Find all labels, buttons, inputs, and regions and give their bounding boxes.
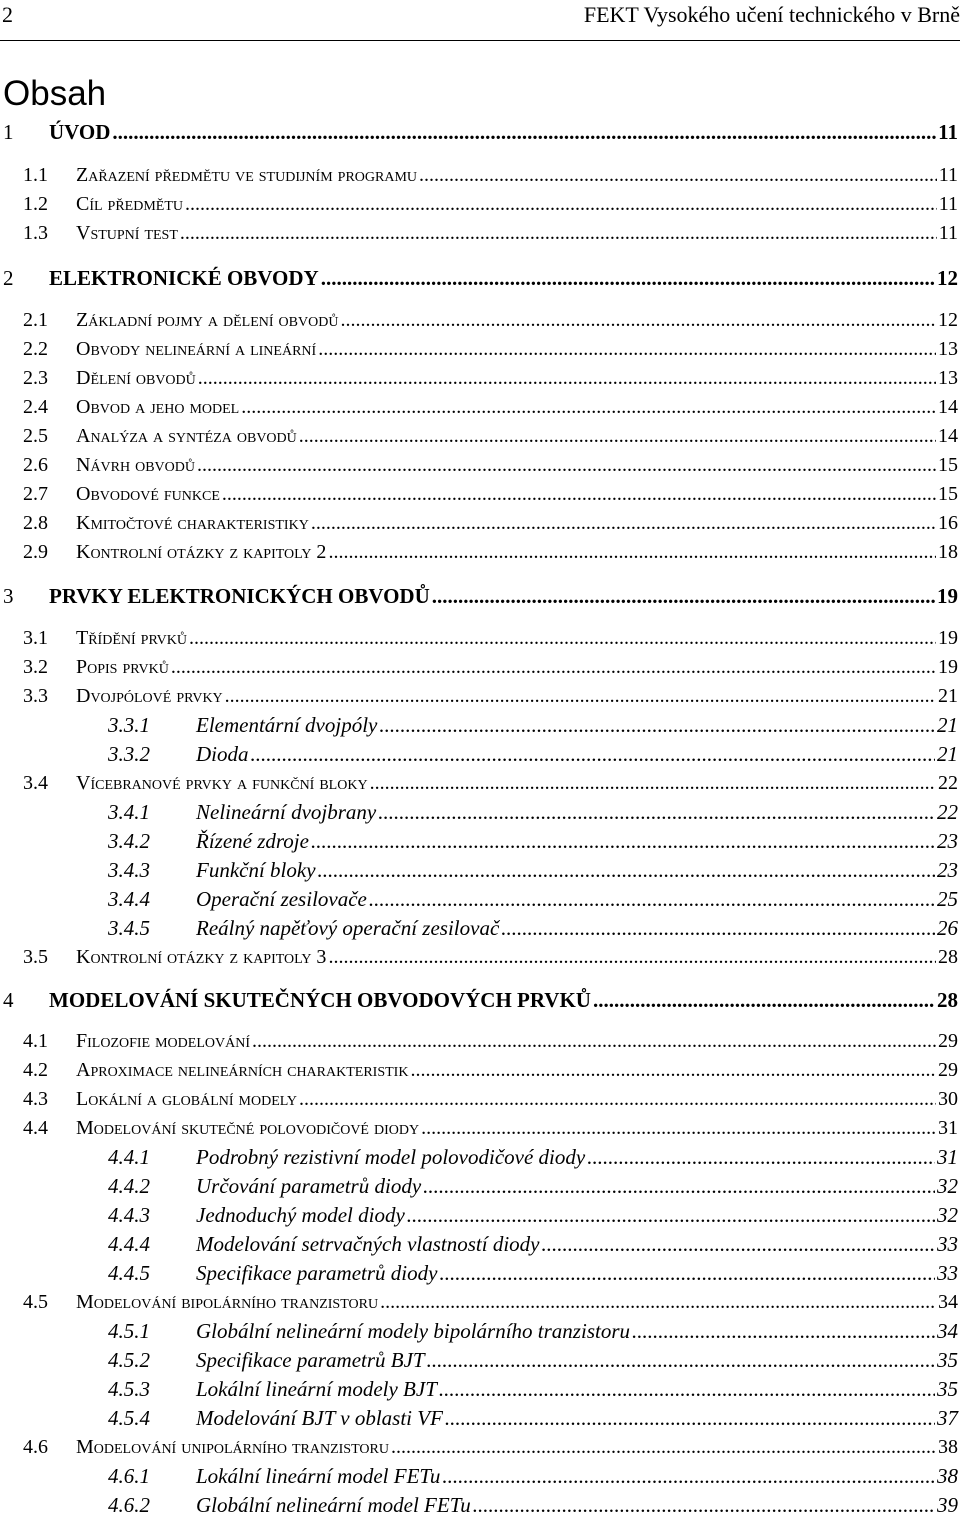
- toc-entry[interactable]: [0, 1143, 960, 1173]
- toc-entry-page: 34: [938, 1291, 958, 1313]
- dot-leader: [171, 653, 936, 681]
- toc-entry-line: [196, 1375, 958, 1403]
- toc-entry-page: 29: [938, 1059, 958, 1081]
- toc-entry[interactable]: [0, 393, 960, 423]
- toc-entry-line: [76, 509, 958, 537]
- toc-entry-title: Modelování bipolárního tranzistoru: [76, 1291, 379, 1313]
- toc-entry-title: Modelování setrvačných vlastností diody: [196, 1232, 540, 1256]
- toc-entry-line: [76, 335, 958, 363]
- dot-leader: [445, 1404, 935, 1432]
- toc-entry-line: [196, 711, 958, 739]
- toc-entry-page: 11: [938, 164, 958, 186]
- toc-entry-title: Zařazení předmětu ve studijním programu: [76, 164, 418, 186]
- toc-entry[interactable]: [0, 219, 960, 249]
- toc-entry[interactable]: [0, 711, 960, 741]
- toc-entry-number: 4.4: [23, 1117, 48, 1139]
- toc-entry[interactable]: [0, 769, 960, 799]
- page-number: 2: [2, 2, 13, 27]
- toc-entry-line: [76, 161, 958, 189]
- toc-entry-page: 28: [937, 988, 958, 1012]
- toc-entry[interactable]: [0, 509, 960, 539]
- dot-leader: [222, 480, 936, 508]
- dot-leader: [252, 1027, 936, 1055]
- toc-entry-line: [196, 914, 958, 942]
- toc-entry-page: 28: [938, 946, 958, 968]
- toc-entry-line: [196, 856, 958, 884]
- toc-entry-number: 1.3: [23, 222, 48, 244]
- toc-entry-page: 35: [937, 1348, 958, 1372]
- dot-leader: [432, 582, 935, 610]
- toc-entry-line: [196, 1462, 958, 1490]
- dot-leader: [380, 1288, 936, 1316]
- dot-leader: [318, 335, 936, 363]
- toc-entry-number: 3.4.5: [108, 916, 150, 940]
- dot-leader: [542, 1230, 936, 1258]
- dot-leader: [593, 986, 935, 1014]
- toc-entry-title: Jednoduchý model diody: [196, 1203, 405, 1227]
- toc-entry-number: 3.4: [23, 772, 48, 794]
- toc-entry[interactable]: [0, 986, 960, 1016]
- toc-entry[interactable]: [0, 1056, 960, 1086]
- toc-entry-page: 34: [937, 1319, 958, 1343]
- toc-entry-title: Řízené zdroje: [196, 829, 309, 853]
- toc-entry-line: [76, 653, 958, 681]
- toc-entry-title: Kontrolní otázky z kapitoly 3: [76, 946, 327, 968]
- toc-entry-title: PRVKY ELEKTRONICKÝCH OBVODŮ: [49, 584, 430, 608]
- toc-entry-title: Modelování unipolárního tranzistoru: [76, 1436, 389, 1458]
- toc-entry-number: 3.4.2: [108, 829, 150, 853]
- toc-entry-page: 22: [937, 800, 958, 824]
- toc-entry-title: Modelování BJT v oblasti VF: [196, 1406, 443, 1430]
- toc-entry-title: Lokální lineární modely BJT: [196, 1377, 437, 1401]
- toc-entry[interactable]: [0, 306, 960, 336]
- toc-entry-page: 19: [938, 656, 958, 678]
- toc-entry-title: Určování parametrů diody: [196, 1174, 422, 1198]
- dot-leader: [198, 364, 936, 392]
- toc-entry[interactable]: [0, 740, 960, 770]
- dot-leader: [311, 827, 935, 855]
- toc-entry-line: [76, 190, 958, 218]
- toc-entry-title: Lokální a globální modely: [76, 1088, 298, 1110]
- dot-leader: [185, 190, 937, 218]
- dot-leader: [423, 1172, 935, 1200]
- toc-entry-page: 13: [938, 367, 958, 389]
- toc-entry-page: 38: [938, 1436, 958, 1458]
- toc-entry-title: Elementární dvojpóly: [196, 713, 378, 737]
- toc-entry[interactable]: [0, 1491, 960, 1521]
- toc-entry-line: [76, 1288, 958, 1316]
- toc-entry-line: [196, 1404, 958, 1432]
- toc-entry-number: 4.4.2: [108, 1174, 150, 1198]
- toc-entry-title: Třídění prvků: [76, 627, 187, 649]
- toc-entry[interactable]: [0, 451, 960, 481]
- toc-entry-title: MODELOVÁNÍ SKUTEČNÝCH OBVODOVÝCH PRVKŮ: [49, 988, 591, 1012]
- dot-leader: [241, 393, 936, 421]
- toc-entry[interactable]: [0, 1114, 960, 1144]
- toc-entry-line: [76, 1085, 958, 1113]
- toc-entry[interactable]: [0, 1027, 960, 1057]
- toc-entry[interactable]: [0, 264, 960, 294]
- toc-entry[interactable]: [0, 538, 960, 568]
- dot-leader: [251, 740, 936, 768]
- toc-entry[interactable]: [0, 1346, 960, 1376]
- dot-leader: [189, 624, 936, 652]
- toc-entry-line: [76, 1056, 958, 1084]
- toc-entry[interactable]: [0, 335, 960, 365]
- toc-entry[interactable]: [0, 1288, 960, 1318]
- toc-entry[interactable]: [0, 1404, 960, 1434]
- toc-entry-page: 14: [938, 425, 958, 447]
- toc-entry[interactable]: [0, 624, 960, 654]
- toc-entry-line: [196, 1201, 958, 1229]
- toc-entry-title: ÚVOD: [49, 120, 111, 144]
- toc-entry[interactable]: [0, 582, 960, 612]
- toc-entry-line: [76, 1433, 958, 1461]
- toc-entry-line: [49, 986, 958, 1014]
- toc-entry-number: 4.4.4: [108, 1232, 150, 1256]
- dot-leader: [501, 914, 935, 942]
- toc-entry-page: 21: [937, 713, 958, 737]
- toc-entry-number: 4.4.3: [108, 1203, 150, 1227]
- dot-leader: [421, 1114, 936, 1142]
- toc-entry-page: 25: [937, 887, 958, 911]
- toc-entry-page: 19: [938, 627, 958, 649]
- dot-leader: [632, 1317, 935, 1345]
- toc-entry-page: 15: [938, 483, 958, 505]
- toc-entry-line: [76, 393, 958, 421]
- toc-entry-title: Specifikace parametrů BJT: [196, 1348, 425, 1372]
- toc-entry-line: [196, 1259, 958, 1287]
- toc-entry-number: 3.4.4: [108, 887, 150, 911]
- toc-entry-number: 1.2: [23, 193, 48, 215]
- toc-entry-line: [196, 1491, 958, 1519]
- toc-entry-number: 4.5.4: [108, 1406, 150, 1430]
- toc-entry-title: Kontrolní otázky z kapitoly 2: [76, 541, 327, 563]
- toc-entry-number: 4.5.2: [108, 1348, 150, 1372]
- toc-entry-page: 15: [938, 454, 958, 476]
- toc-entry-line: [76, 219, 958, 247]
- toc-entry[interactable]: [0, 1462, 960, 1492]
- toc-entry-line: [196, 1230, 958, 1258]
- toc-entry-line: [196, 1346, 958, 1374]
- dot-leader: [439, 1375, 935, 1403]
- toc-entry-number: 4.5.1: [108, 1319, 150, 1343]
- dot-leader: [225, 682, 936, 710]
- toc-entry-page: 11: [938, 222, 958, 244]
- toc-entry-number: 4.3: [23, 1088, 48, 1110]
- toc-entry-number: 3.4.1: [108, 800, 150, 824]
- toc-entry[interactable]: [0, 1085, 960, 1115]
- toc-entry-number: 2.3: [23, 367, 48, 389]
- toc-entry-page: 26: [937, 916, 958, 940]
- toc-entry-number: 1: [3, 120, 14, 144]
- toc-entry-line: [49, 264, 958, 292]
- toc-entry-line: [196, 740, 958, 768]
- toc-entry-page: 33: [937, 1261, 958, 1285]
- toc-entry-line: [76, 422, 958, 450]
- toc-entry[interactable]: [0, 422, 960, 452]
- toc-entry-number: 2.1: [23, 309, 48, 331]
- dot-leader: [369, 885, 935, 913]
- toc-entry-number: 3.2: [23, 656, 48, 678]
- dot-leader: [379, 711, 935, 739]
- toc-entry-page: 30: [938, 1088, 958, 1110]
- toc-entry-number: 2.7: [23, 483, 48, 505]
- toc-entry-number: 3.4.3: [108, 858, 150, 882]
- toc-entry-title: Základní pojmy a dělení obvodů: [76, 309, 339, 331]
- toc-entry-title: Obvody nelineární a lineární: [76, 338, 317, 360]
- toc-entry-number: 4.6.1: [108, 1464, 150, 1488]
- dot-leader: [328, 943, 936, 971]
- toc-entry-line: [76, 624, 958, 652]
- toc-entry[interactable]: [0, 1433, 960, 1463]
- dot-leader: [321, 264, 935, 292]
- toc-entry-title: Modelování skutečné polovodičové diody: [76, 1117, 420, 1139]
- toc-entry-page: 39: [937, 1493, 958, 1517]
- toc-entry-line: [196, 1143, 958, 1171]
- toc-entry[interactable]: [0, 190, 960, 220]
- toc-entry-page: 37: [937, 1406, 958, 1430]
- toc-entry[interactable]: [0, 885, 960, 915]
- toc-entry-title: Obvodové funkce: [76, 483, 220, 505]
- toc-entry-page: 14: [938, 396, 958, 418]
- toc-entry-number: 4.5: [23, 1291, 48, 1313]
- toc-entry-number: 2.8: [23, 512, 48, 534]
- toc-entry-line: [76, 682, 958, 710]
- toc-entry-number: 4: [3, 988, 14, 1012]
- toc-entry-page: 31: [938, 1117, 958, 1139]
- toc-entry-number: 3.3.1: [108, 713, 150, 737]
- toc-entry[interactable]: [0, 798, 960, 828]
- toc-entry-number: 2.5: [23, 425, 48, 447]
- toc-entry-page: 32: [937, 1174, 958, 1198]
- dot-leader: [318, 856, 935, 884]
- toc-entry[interactable]: [0, 480, 960, 510]
- toc-entry-title: Obvod a jeho model: [76, 396, 240, 418]
- toc-entry[interactable]: [0, 1375, 960, 1405]
- toc-entry-number: 4.1: [23, 1030, 48, 1052]
- dot-leader: [378, 798, 935, 826]
- dot-leader: [410, 1056, 936, 1084]
- dot-leader: [112, 118, 936, 146]
- toc-entry-line: [196, 885, 958, 913]
- toc-entry-title: Vícebranové prvky a funkční bloky: [76, 772, 368, 794]
- toc-entry[interactable]: [0, 161, 960, 191]
- toc-entry-page: 38: [937, 1464, 958, 1488]
- toc-entry-line: [76, 538, 958, 566]
- toc-entry-page: 19: [937, 584, 958, 608]
- toc-entry[interactable]: [0, 118, 960, 148]
- toc-entry-page: 18: [938, 541, 958, 563]
- toc-entry-title: Vstupní test: [76, 222, 178, 244]
- toc-entry-number: 4.6: [23, 1436, 48, 1458]
- toc-entry-number: 2.9: [23, 541, 48, 563]
- toc-entry-title: Aproximace nelineárních charakteristik: [76, 1059, 409, 1081]
- dot-leader: [328, 538, 936, 566]
- toc-entry-number: 4.6.2: [108, 1493, 150, 1517]
- toc-entry-line: [196, 1172, 958, 1200]
- toc-entry-title: Popis prvků: [76, 656, 169, 678]
- toc-entry-number: 1.1: [23, 164, 48, 186]
- dot-leader: [442, 1462, 935, 1490]
- toc-entry-line: [76, 306, 958, 334]
- toc-entry-title: Reálný napěťový operační zesilovač: [196, 916, 500, 940]
- dot-leader: [197, 451, 936, 479]
- toc-entry-title: Cíl předmětu: [76, 193, 184, 215]
- toc-entry[interactable]: [0, 1317, 960, 1347]
- toc-entry-page: 12: [937, 266, 958, 290]
- toc-entry-title: Dioda: [196, 742, 249, 766]
- toc-entry-title: Dvojpólové prvky: [76, 685, 223, 707]
- toc-entry-number: 2.4: [23, 396, 48, 418]
- toc-entry-number: 3.3.2: [108, 742, 150, 766]
- toc-entry-line: [76, 1027, 958, 1055]
- dot-leader: [299, 422, 936, 450]
- page-title: Obsah: [3, 74, 107, 113]
- toc-entry-page: 16: [938, 512, 958, 534]
- dot-leader: [391, 1433, 936, 1461]
- toc-entry-line: [76, 769, 958, 797]
- toc-entry[interactable]: [0, 653, 960, 683]
- page-header: [0, 0, 960, 40]
- header-title: FEKT Vysokého učení technického v Brně: [583, 2, 960, 27]
- toc-entry-page: 23: [937, 829, 958, 853]
- toc-entry-line: [76, 451, 958, 479]
- toc-entry-number: 4.4.1: [108, 1145, 150, 1169]
- toc-entry[interactable]: [0, 856, 960, 886]
- toc-entry-page: 11: [938, 120, 958, 144]
- toc-entry-page: 35: [937, 1377, 958, 1401]
- toc-entry-page: 32: [937, 1203, 958, 1227]
- toc-entry-number: 2: [3, 266, 14, 290]
- toc-entry-line: [76, 943, 958, 971]
- dot-leader: [340, 306, 936, 334]
- toc-entry-title: Lokální lineární model FETu: [196, 1464, 441, 1488]
- toc-entry-number: 4.5.3: [108, 1377, 150, 1401]
- toc-entry[interactable]: [0, 1259, 960, 1289]
- dot-leader: [587, 1143, 935, 1171]
- toc-entry-number: 4.2: [23, 1059, 48, 1081]
- toc-entry-page: 13: [938, 338, 958, 360]
- toc-entry-line: [196, 798, 958, 826]
- dot-leader: [299, 1085, 936, 1113]
- toc-entry-title: Návrh obvodů: [76, 454, 196, 476]
- dot-leader: [473, 1491, 935, 1519]
- toc-entry-title: Specifikace parametrů diody: [196, 1261, 438, 1285]
- toc-entry-title: Funkční bloky: [196, 858, 316, 882]
- toc-entry-line: [76, 1114, 958, 1142]
- toc-entry-page: 33: [937, 1232, 958, 1256]
- toc-entry[interactable]: [0, 364, 960, 394]
- toc-entry-number: 2.6: [23, 454, 48, 476]
- toc-entry-title: ELEKTRONICKÉ OBVODY: [49, 266, 319, 290]
- dot-leader: [439, 1259, 935, 1287]
- toc-entry-page: 11: [938, 193, 958, 215]
- dot-leader: [311, 509, 936, 537]
- toc-entry-page: 22: [938, 772, 958, 794]
- toc-entry-line: [49, 118, 958, 146]
- toc-entry-title: Kmitočtové charakteristiky: [76, 512, 309, 534]
- dot-leader: [407, 1201, 935, 1229]
- toc-entry-number: 3.3: [23, 685, 48, 707]
- toc-entry-line: [196, 827, 958, 855]
- toc-entry-page: 21: [937, 742, 958, 766]
- toc-entry-page: 23: [937, 858, 958, 882]
- toc-entry-title: Globální nelineární modely bipolárního tranzistoru: [196, 1319, 630, 1343]
- toc-entry-number: 2.2: [23, 338, 48, 360]
- toc-entry[interactable]: [0, 682, 960, 712]
- toc-entry-number: 4.4.5: [108, 1261, 150, 1285]
- toc-entry-line: [76, 364, 958, 392]
- toc-entry[interactable]: [0, 1230, 960, 1260]
- toc-entry-line: [196, 1317, 958, 1345]
- dot-leader: [419, 161, 937, 189]
- toc-entry-number: 3.5: [23, 946, 48, 968]
- dot-leader: [370, 769, 936, 797]
- toc-entry-title: Analýza a syntéza obvodů: [76, 425, 297, 447]
- dot-leader: [180, 219, 937, 247]
- toc-entry-line: [49, 582, 958, 610]
- toc-entry[interactable]: [0, 827, 960, 857]
- toc-entry-page: 12: [938, 309, 958, 331]
- toc-entry-title: Nelineární dvojbrany: [196, 800, 377, 824]
- toc-entry-number: 3.1: [23, 627, 48, 649]
- toc-entry[interactable]: [0, 1201, 960, 1231]
- toc-entry-number: 3: [3, 584, 14, 608]
- toc-entry[interactable]: [0, 1172, 960, 1202]
- toc-entry-title: Filozofie modelování: [76, 1030, 250, 1052]
- toc-entry[interactable]: [0, 914, 960, 944]
- toc-entry-page: 29: [938, 1030, 958, 1052]
- toc-entry-title: Operační zesilovače: [196, 887, 367, 911]
- toc-entry-title: Podrobný rezistivní model polovodičové diody: [196, 1145, 586, 1169]
- toc-entry-line: [76, 480, 958, 508]
- header-rule: [0, 40, 960, 41]
- toc-entry[interactable]: [0, 943, 960, 973]
- dot-leader: [427, 1346, 935, 1374]
- toc-entry-title: Dělení obvodů: [76, 367, 196, 389]
- toc-entry-title: Globální nelineární model FETu: [196, 1493, 471, 1517]
- toc-entry-page: 21: [938, 685, 958, 707]
- toc-entry-page: 31: [937, 1145, 958, 1169]
